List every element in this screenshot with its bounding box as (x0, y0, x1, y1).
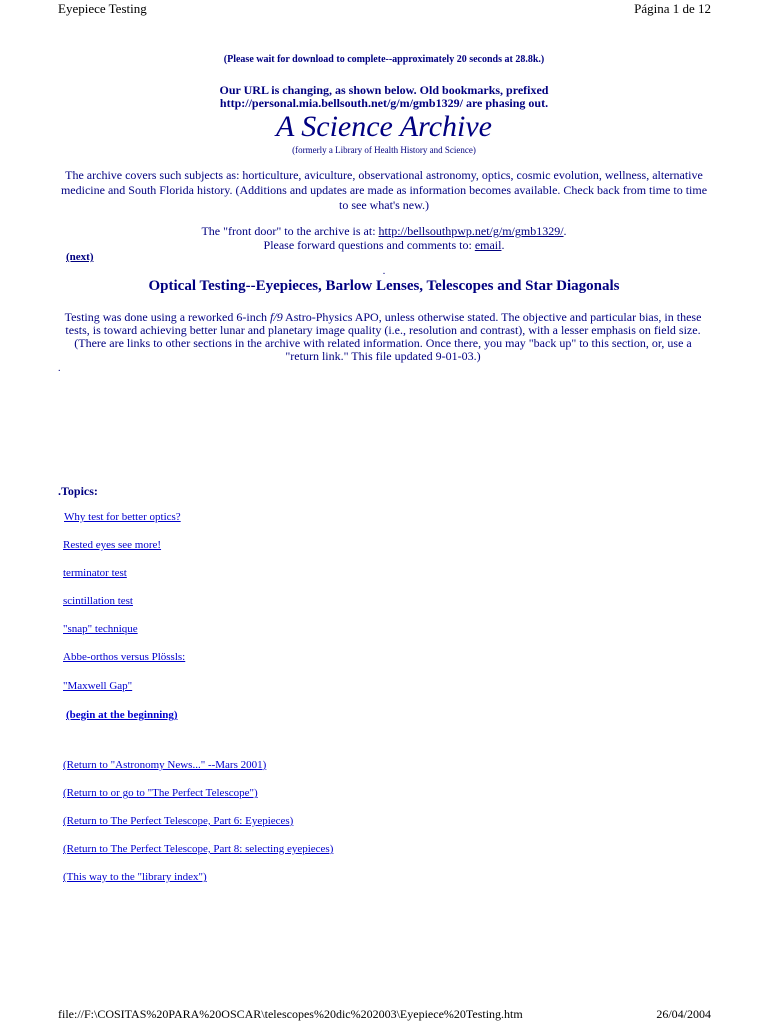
front-door-link[interactable]: http://bellsouthpwp.net/g/m/gmb1329/ (378, 224, 564, 238)
topic-link-abbe-orthos[interactable]: Abbe-orthos versus Plössls: (63, 651, 186, 663)
forward-line (0, 238, 768, 252)
download-wait-note: (Please wait for download to complete--approximately 20 seconds at 28.8k.) (223, 54, 545, 65)
url-change-line-1: Our URL is changing, as shown below. Old bookmarks, prefixed (219, 83, 549, 97)
header-page-title: Eyepiece Testing (58, 1, 147, 16)
front-door-suffix: . (563, 224, 567, 238)
forward-prefix: Please forward questions and comments to: (263, 238, 475, 252)
url-change-line-2: http://personal.mia.bellsouth.net/g/m/gmb1329/ are phasing out. (219, 96, 549, 110)
footer-date: 26/04/2004 (656, 1007, 711, 1021)
testing-post: Astro-Physics APO, unless otherwise stated. The objective and particular bias, in these tests, is toward achieving better lunar and planetary image quality (i.e., resolution and contrast), with a lesser emphasis on field size. (There are links to other sections in the archive with related information. Once there, you may "back up" to this section, or, use a "return link." This file updated 9-01-03.) (65, 310, 702, 363)
footer-file-path: file://F:\COSITAS%20PARA%20OSCAR\telescopes%20dic%202003\Eyepiece%20Testing.htm (58, 1007, 523, 1021)
testing-pre: Testing was done using a reworked 6-inch (64, 310, 271, 324)
formerly-subtitle: (formerly a Library of Health History and Science) (292, 145, 476, 155)
forward-suffix: . (501, 238, 505, 252)
topics-label: .Topics: (58, 484, 98, 498)
topic-link-snap-technique[interactable]: "snap" technique (63, 623, 138, 635)
testing-fnum: f/9 (270, 310, 283, 324)
url-change-notice (0, 84, 768, 110)
next-link[interactable]: (next) (66, 251, 94, 263)
return-part6-eyepieces-link[interactable]: (Return to The Perfect Telescope, Part 6: Eyepieces) (63, 815, 294, 827)
page-title: A Science Archive (275, 110, 492, 143)
front-door-info (0, 224, 768, 252)
return-part8-selecting-link[interactable]: (Return to The Perfect Telescope, Part 8: selecting eyepieces) (63, 843, 334, 855)
front-door-prefix: The "front door" to the archive is at: (201, 224, 379, 238)
testing-description (58, 311, 708, 363)
return-astronomy-news-link[interactable]: (Return to "Astronomy News..." --Mars 2001) (63, 759, 267, 771)
topic-link-why-test[interactable]: Why test for better optics? (64, 511, 181, 523)
return-perfect-telescope-link[interactable]: (Return to or go to "The Perfect Telescope") (63, 787, 258, 799)
header-page-number: Página 1 de 12 (634, 1, 711, 16)
separator-dot: . (382, 266, 386, 277)
topic-link-rested-eyes[interactable]: Rested eyes see more! (63, 539, 162, 551)
section-title: Optical Testing--Eyepieces, Barlow Lenses, Telescopes and Star Diagonals (148, 278, 620, 294)
library-index-link[interactable]: (This way to the "library index") (63, 871, 207, 883)
front-door-line (0, 224, 768, 238)
topic-link-scintillation-test[interactable]: scintillation test (63, 595, 133, 607)
topic-link-terminator-test[interactable]: terminator test (63, 567, 127, 579)
begin-at-beginning-link[interactable]: (begin at the beginning) (66, 709, 178, 721)
archive-description: The archive covers such subjects as: horticulture, aviculture, observational astronomy, optics, cosmic evolution, wellness, alternative medicine and South Florida history. (Additions and updates are made as information becomes available. Check back from time to time to see what's new.) (60, 168, 708, 212)
separator-dot-2: . (58, 363, 61, 374)
topic-link-maxwell-gap[interactable]: "Maxwell Gap" (63, 680, 133, 692)
email-link[interactable]: email (474, 238, 502, 252)
